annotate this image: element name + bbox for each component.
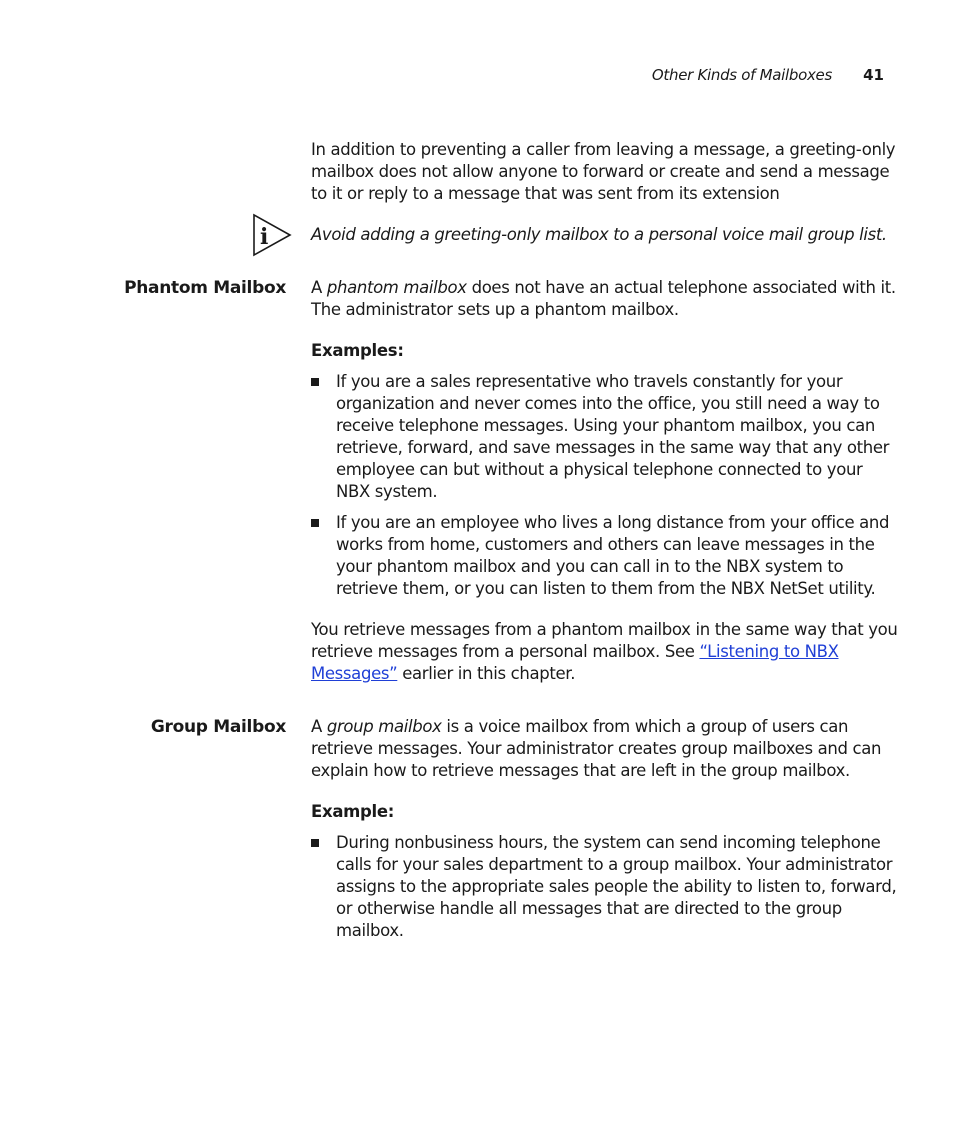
list-item-text: If you are a sales representative who travels constantly for your organization and never comes into the office, you still need a way to receive telephone messages. Using your phantom mailbox, you can retrieve, forward, and save messages in the same way that any other employee can but without a physical telephone connected to your NBX system.: [336, 372, 890, 501]
example-label: Example:: [311, 802, 395, 821]
phantom-term: phantom mailbox: [326, 278, 467, 297]
list-item: [311, 832, 901, 942]
list-item: [311, 512, 901, 600]
phantom-definition: [311, 277, 901, 321]
bullet-icon: [311, 839, 319, 847]
examples-label: Examples:: [311, 341, 404, 360]
note-text: Avoid adding a greeting-only mailbox to a personal voice mail group list.: [311, 225, 887, 244]
closing-suffix: earlier in this chapter.: [397, 664, 576, 683]
chapter-title: Other Kinds of Mailboxes: [651, 66, 832, 84]
phantom-definition-prefix: A: [311, 278, 327, 297]
intro-text: In addition to preventing a caller from leaving a message, a greeting-only mailbox does not allow anyone to forward or create and send a message to it or reply to a message that was sent from its extension: [311, 140, 896, 203]
link-text-part1: “Listening to NBX: [699, 642, 839, 661]
group-definition-suffix: is a voice mailbox from which a group of users can retrieve messages. Your administrator creates group mailboxes and can explain how to retrieve messages that are left in the group mailbox.: [311, 717, 882, 780]
phantom-definition-suffix: does not have an actual telephone associated with it. The administrator sets up a phantom mailbox.: [311, 278, 896, 319]
running-header: [600, 66, 884, 88]
phantom-closing: [311, 619, 901, 685]
list-item-text: If you are an employee who lives a long distance from your office and works from home, customers and others can leave messages in the your phantom mailbox and you can call in to the NBX system to retrieve them, or you can listen to them from the NBX NetSet utility.: [336, 513, 890, 598]
phantom-section: [311, 277, 901, 685]
link-text-part2: Messages”: [311, 664, 398, 683]
svg-text:i: i: [260, 224, 269, 250]
bullet-icon: [311, 378, 319, 386]
group-definition: [311, 716, 901, 782]
group-section: [311, 716, 901, 942]
list-item-text: During nonbusiness hours, the system can send incoming telephone calls for your sales department to a group mailbox. Your administrator assigns to the appropriate sales people the ability to listen to, forward, or otherwise handle all messages that are directed to the group mailbox.: [336, 833, 897, 940]
group-definition-prefix: A: [311, 717, 327, 736]
section-heading-phantom: Phantom Mailbox: [124, 278, 286, 298]
group-term: group mailbox: [326, 717, 442, 736]
closing-prefix: You retrieve messages from a phantom mailbox in the same way that you retrieve messages from a personal mailbox. See: [311, 620, 898, 661]
info-icon: [252, 213, 292, 257]
bullet-icon: [311, 519, 319, 527]
phantom-examples-list: [311, 371, 901, 600]
page-number: 41: [863, 66, 884, 84]
intro-paragraph: [311, 139, 901, 205]
section-heading-group: Group Mailbox: [150, 717, 286, 737]
list-item: [311, 371, 901, 503]
group-examples-list: [311, 832, 901, 942]
